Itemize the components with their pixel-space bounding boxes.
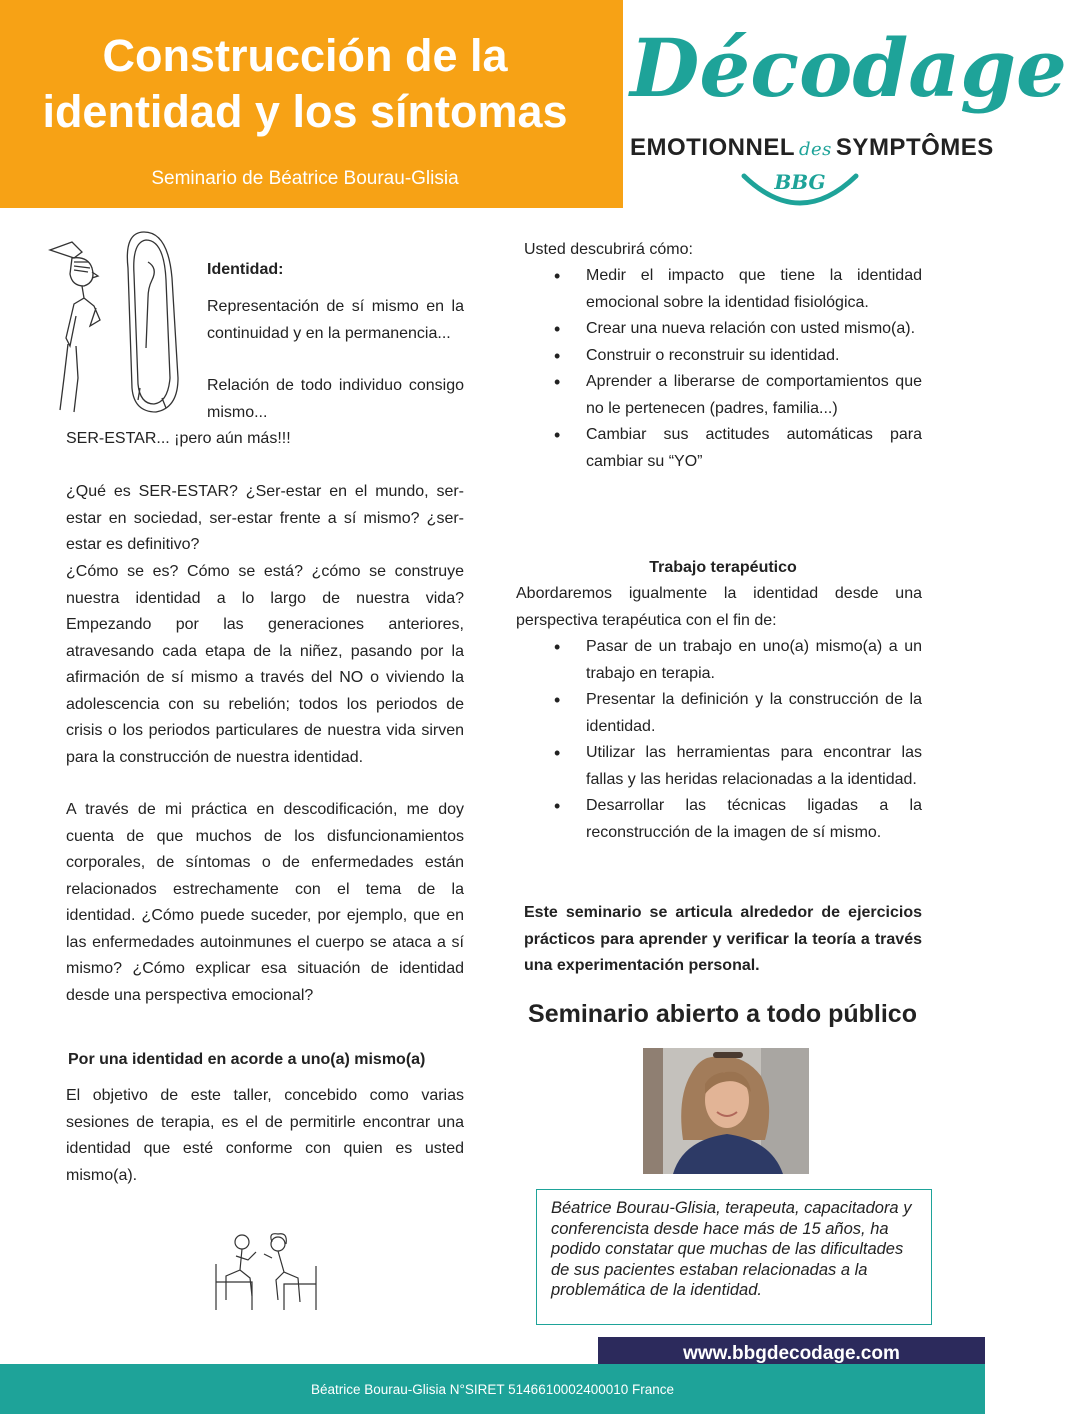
list-item: • Crear una nueva relación con usted mismo(a). — [516, 316, 922, 343]
page-subtitle: Seminario de Béatrice Bourau-Glisia — [151, 168, 459, 189]
logo-tagline — [630, 134, 994, 162]
list-item: • Cambiar sus actitudes automáticas para cambiar su “YO” — [516, 422, 922, 475]
list-item: • Construir o reconstruir su identidad. — [516, 343, 922, 370]
identidad-definition: Representación de sí mismo en la continuidad y en la permanencia... — [207, 298, 464, 342]
presenter-photo — [643, 1048, 809, 1174]
open-seminar-title: Seminario abierto a todo público — [528, 1000, 917, 1028]
relacion-definition: Relación de todo individuo consigo mismo... — [207, 377, 464, 421]
logo-tagline-des: des — [799, 139, 832, 160]
discover-intro: Usted descubrirá cómo: — [524, 241, 693, 258]
logo-wordmark: Décodage — [630, 21, 1067, 115]
footer-bar: Béatrice Bourau-Glisia N°SIRET 5146610002400010 France — [0, 1364, 985, 1414]
logo-bbg-mark: BBG — [774, 170, 826, 194]
website-link[interactable]: www.bbgdecodage.com — [598, 1337, 985, 1371]
list-item: • Desarrollar las técnicas ligadas a la reconstrucción de la imagen de sí mismo. — [516, 793, 922, 846]
logo-tagline-left: EMOTIONNEL — [630, 134, 795, 161]
paragraph-construccion: ¿Cómo se es? Cómo se está? ¿cómo se construye nuestra identidad a lo largo de nuestra vida? Empezando por las generaciones anteriores, atravesando cada etapa de la niñez, pasando por la afirmación de sí mismo a través del NO o viviendo la adolescencia con su rebelión; todos los periodos de crisis o los periodos particulares de nuestra vida sirven para la construcción de nuestra identidad. — [66, 563, 464, 766]
section-heading-trabajo: Trabajo terapéutico — [649, 559, 797, 576]
paragraph-practica: A través de mi práctica en descodificación, me doy cuenta de que muchos de los disfuncionamientos corporales, de síntomas o de enfermedades están relacionados estrechamente con el tema de la identidad. ¿Cómo puede suceder, por ejemplo, que en las enfermedades autoinmunes el cuerpo se ataca a sí mismo? ¿Cómo explicar esa situación de identidad desde una perspectiva emocional? — [66, 801, 464, 1004]
page-title — [0, 28, 610, 140]
discover-list — [516, 263, 922, 475]
ser-estar-line: SER-ESTAR... ¡pero aún más!!! — [66, 430, 291, 447]
list-item: • Pasar de un trabajo en uno(a) mismo(a) a un trabajo en terapia. — [516, 634, 922, 687]
figure-mirror-illustration — [44, 228, 194, 416]
presenter-bio: Béatrice Bourau-Glisia, terapeuta, capacitadora y conferencista desde hace más de 15 años, ha podido constatar que muchas de las dificultades de sus pacientes estaban relacionadas a la problemática de la identidad. — [536, 1189, 932, 1325]
seated-figures-illustration — [212, 1230, 322, 1312]
therapeutic-intro: Abordaremos igualmente la identidad desde una perspectiva terapéutica con el fin de: — [516, 585, 922, 629]
list-item: • Medir el impacto que tiene la identidad emocional sobre la identidad fisiológica. — [516, 263, 922, 316]
section-heading-identidad-acorde: Por una identidad en acorde a uno(a) mismo(a) — [68, 1051, 426, 1068]
therapeutic-list — [516, 634, 922, 846]
logo-tagline-right: SYMPTÔMES — [835, 134, 994, 161]
list-item: • Presentar la definición y la construcción de la identidad. — [516, 687, 922, 740]
seminar-closing: Este seminario se articula alrededor de ejercicios prácticos para aprender y verificar la teoría a través una experimentación personal. — [524, 904, 922, 974]
paragraph-objetivo: El objetivo de este taller, concebido como varias sesiones de terapia, es el de permitirle encontrar una identidad que esté conforme con quien es usted mismo(a). — [66, 1087, 464, 1184]
title-line-2: identidad y los síntomas — [42, 86, 568, 137]
list-item: • Aprender a liberarse de comportamientos que no le pertenecen (padres, familia...) — [516, 369, 922, 422]
title-line-1: Construcción de la — [102, 30, 508, 81]
list-item: • Utilizar las herramientas para encontrar las fallas y las heridas relacionadas a la identidad. — [516, 740, 922, 793]
identidad-heading: Identidad: — [207, 261, 284, 278]
portrait-image — [643, 1048, 809, 1174]
paragraph-ser-estar: ¿Qué es SER-ESTAR? ¿Ser-estar en el mundo, ser-estar en sociedad, ser-estar frente a sí mismo? ¿ser-estar es definitivo? — [66, 483, 464, 553]
